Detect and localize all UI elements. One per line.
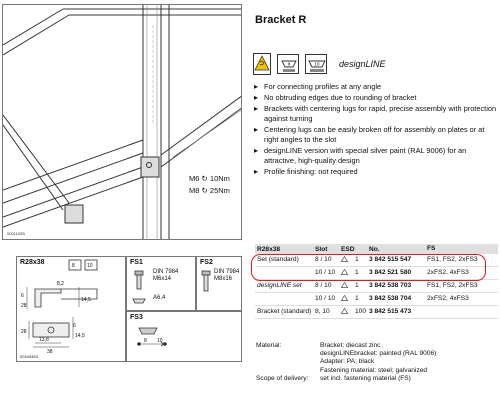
cell-qty: 100 [355,308,367,315]
svg-text:28: 28 [21,329,27,335]
col-header: No. [369,245,380,253]
rotate-icon: ↻ [201,186,208,195]
table-row [255,293,498,306]
material-label: Material: [256,342,282,349]
cell-fs: FS1, FS2, 2xFS3 [427,256,478,263]
material-row [256,367,500,375]
panel-label: R28x38 [20,259,45,266]
esd-icon [341,282,355,290]
cell-slot: 8 / 10 [315,282,332,289]
bolt-size: M6 [189,174,200,183]
svg-text:6: 6 [21,293,24,299]
table-header [255,244,498,254]
feature-item: ▸ designLINE version with special silver paint (RAL 9006) for an attractive, high-quality design [253,146,498,166]
cell-qty: 1 [355,256,359,263]
cell-slot: 10 / 10 [315,269,336,276]
torque-value: 10Nm [209,174,230,183]
cell-number: 3 842 521 580 [369,269,412,276]
scope-value: set incl. fastening material (FS) [320,374,411,382]
feature-item: ▸ Brackets with centering lugs for rapid, precise assembly with protection against turning [253,104,498,124]
fs1-spec: DIN 7984 M6x14 [153,269,179,282]
col-header: Slot [315,245,328,253]
panel-label: FS2 [200,259,213,266]
feature-item: ▸ Centering lugs can be easily broken off for assembly on plates or at right angles to the slot [253,125,498,145]
drawing-ref: 00109453 [20,354,38,359]
table-row [255,306,498,319]
feature-item: ▸ For connecting profiles at any angle [253,82,498,92]
table-row [255,280,498,293]
esd-icon [341,256,355,264]
cell-slot: 10 / 10 [315,295,336,302]
svg-text:10: 10 [87,263,93,269]
esd-icon [341,269,355,277]
table-row [255,267,498,280]
feature-item: ▸ No obtruding edges due to rounding of bracket [253,93,498,103]
fs3-panel [126,311,242,362]
rotate-icon: ↻ [201,174,208,183]
material-line: Fastening material: steel; galvanized [320,366,428,374]
slot-8-icon [277,54,299,74]
fs1-washer: A6,4 [153,295,166,301]
esd-icon [253,53,271,75]
torque-row [189,173,230,185]
drawing-ref: 0001152B [7,231,25,236]
material-line: Adapter: PA; black [320,358,375,366]
cell-qty: 1 [355,295,359,302]
svg-text:38: 38 [47,349,53,355]
material-row [256,342,500,350]
cell-name: Set (standard) [257,256,299,263]
panel-label: FS1 [130,259,143,266]
fs2-spec: DIN 7984 M8x16 [214,269,240,282]
svg-text:8,2: 8,2 [57,281,64,287]
adapter-fs3-drawing [127,312,242,362]
svg-text:8: 8 [72,263,75,269]
badge-row [253,53,386,75]
designline-label: designLINE [339,59,386,69]
feature-list [253,82,498,178]
scope-label: Scope of delivery: [256,374,309,382]
scope-row [256,375,500,383]
fs1-panel [126,256,196,311]
svg-text:10: 10 [157,338,163,344]
torque-row [189,185,230,197]
cell-number: 3 842 515 547 [369,256,412,263]
bolt-size: M8 [189,186,200,195]
svg-text:28: 28 [21,303,27,309]
esd-icon [341,295,355,303]
bracket-assembly-drawing [3,5,242,240]
svg-text:8: 8 [287,61,291,67]
cell-fs: 2xFS2, 4xFS3 [427,269,469,276]
svg-text:14,5: 14,5 [81,297,91,303]
svg-text:6: 6 [73,323,76,329]
svg-text:13,8: 13,8 [39,337,49,343]
product-illustration [2,4,242,240]
cell-number: 3 842 538 703 [369,282,412,289]
esd-icon [341,308,355,316]
panel-label: FS3 [130,314,143,321]
col-header: ESD [341,245,355,253]
table-row [255,254,498,267]
cell-number: 3 842 515 473 [369,308,412,315]
cell-number: 3 842 538 704 [369,295,412,302]
cell-qty: 1 [355,269,359,276]
col-header: R28x38 [257,245,281,253]
cell-name: designLINE set [257,282,302,289]
cell-name: Bracket (standard) [257,308,312,315]
cell-slot: 8 / 10 [315,256,332,263]
product-title: Bracket R [255,14,307,26]
cell-slot: 8, 10 [315,308,330,315]
torque-specs [189,173,230,197]
feature-item: ▸ Profile finishing: not required [253,167,498,177]
material-line: designLINEbracket: painted (RAL 9006) [320,350,437,358]
fs2-panel [196,256,242,311]
svg-text:8: 8 [144,338,147,344]
ordering-table [255,244,498,319]
material-row [256,350,500,358]
cell-qty: 1 [355,282,359,289]
torque-value: 25Nm [209,186,230,195]
r28-dimension-drawing [17,257,126,362]
material-row [256,358,500,366]
svg-text:10: 10 [314,61,320,67]
slot-10-icon [305,54,327,74]
r28-drawing-panel [16,256,126,362]
cell-fs: 2xFS2, 4xFS3 [427,295,469,302]
svg-text:14,5: 14,5 [75,333,85,339]
material-info [256,342,500,383]
cell-fs: FS1, FS2, 2xFS3 [427,282,478,289]
col-header: FS [427,245,436,252]
material-line: Bracket: diecast zinc [320,342,381,349]
